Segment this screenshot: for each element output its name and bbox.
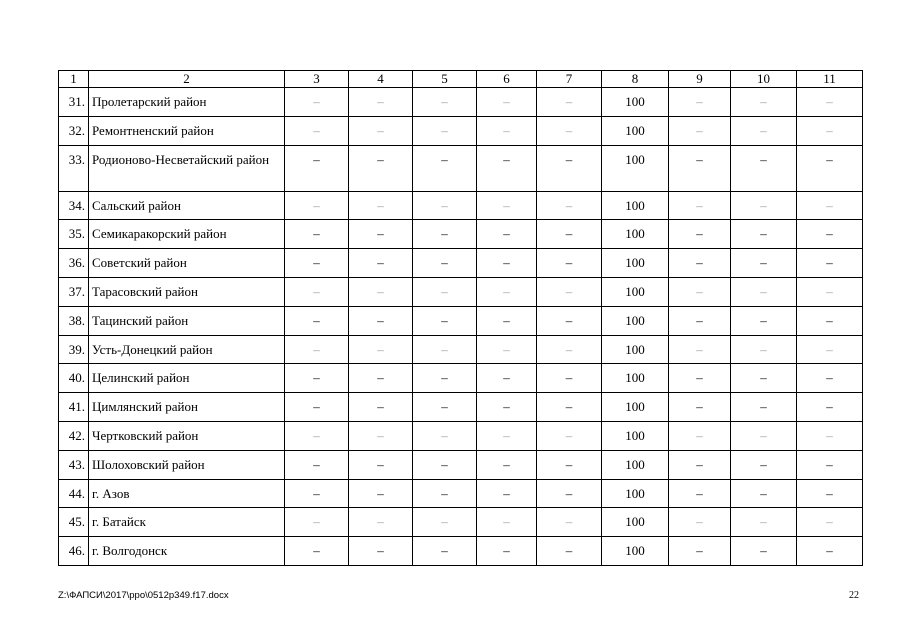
table-cell: – (537, 479, 602, 508)
table-cell: – (349, 364, 413, 393)
header-row (59, 71, 863, 88)
row-number: 44. (59, 479, 89, 508)
table-cell: – (477, 393, 537, 422)
district-name: Родионово-Несветайский район (89, 145, 285, 191)
table-cell: – (285, 450, 349, 479)
column-header: 5 (413, 71, 477, 88)
table-cell: – (669, 421, 731, 450)
table-cell: – (285, 537, 349, 566)
table-cell: – (797, 191, 863, 220)
table-cell: 100 (602, 479, 669, 508)
table-cell: 100 (602, 393, 669, 422)
table-cell: – (537, 220, 602, 249)
table-row (59, 364, 863, 393)
table-cell: – (797, 508, 863, 537)
table-cell: – (349, 421, 413, 450)
table-cell: – (413, 249, 477, 278)
table-cell: 100 (602, 450, 669, 479)
table-cell: – (413, 88, 477, 117)
table-cell: 100 (602, 421, 669, 450)
table-cell: – (477, 479, 537, 508)
table-cell: – (477, 450, 537, 479)
district-name: г. Волгодонск (89, 537, 285, 566)
table-cell: – (537, 537, 602, 566)
table-cell: – (731, 191, 797, 220)
table-cell: – (669, 450, 731, 479)
table-cell: – (669, 145, 731, 191)
district-name: Тацинский район (89, 306, 285, 335)
table-cell: – (285, 191, 349, 220)
row-number: 41. (59, 393, 89, 422)
table-cell: – (797, 421, 863, 450)
table-cell: – (349, 393, 413, 422)
table-row (59, 306, 863, 335)
table-cell: – (537, 364, 602, 393)
table-cell: 100 (602, 537, 669, 566)
table-row (59, 277, 863, 306)
table-cell: 100 (602, 220, 669, 249)
table-cell: – (731, 335, 797, 364)
table-cell: – (477, 220, 537, 249)
table-cell: – (731, 145, 797, 191)
column-header: 11 (797, 71, 863, 88)
table-cell: – (413, 145, 477, 191)
row-number: 31. (59, 88, 89, 117)
table-cell: – (669, 277, 731, 306)
table-cell: – (413, 537, 477, 566)
table-cell: – (731, 393, 797, 422)
table-cell: – (413, 306, 477, 335)
table-cell: – (349, 479, 413, 508)
row-number: 39. (59, 335, 89, 364)
table-cell: – (285, 249, 349, 278)
table-cell: – (797, 393, 863, 422)
row-number: 34. (59, 191, 89, 220)
row-number: 45. (59, 508, 89, 537)
table-cell: – (797, 335, 863, 364)
table-cell: – (349, 191, 413, 220)
district-name: Сальский район (89, 191, 285, 220)
table-cell: – (669, 335, 731, 364)
table-cell: – (477, 508, 537, 537)
table-cell: – (797, 537, 863, 566)
district-name: Советский район (89, 249, 285, 278)
table-cell: – (349, 88, 413, 117)
table-cell: – (413, 191, 477, 220)
table-cell: – (349, 249, 413, 278)
table-cell: – (537, 508, 602, 537)
table-cell: – (797, 220, 863, 249)
table-cell: – (477, 191, 537, 220)
table-cell: – (537, 450, 602, 479)
table-cell: – (349, 116, 413, 145)
table-row (59, 88, 863, 117)
table-cell: – (285, 364, 349, 393)
table-cell: – (797, 479, 863, 508)
table-cell: – (537, 191, 602, 220)
column-header: 1 (59, 71, 89, 88)
table-cell: 100 (602, 145, 669, 191)
table-cell: – (349, 335, 413, 364)
table-cell: – (669, 249, 731, 278)
table-cell: 100 (602, 116, 669, 145)
column-header: 4 (349, 71, 413, 88)
table-cell: – (413, 220, 477, 249)
district-name: Тарасовский район (89, 277, 285, 306)
column-header: 2 (89, 71, 285, 88)
table-cell: – (537, 88, 602, 117)
table-cell: – (731, 116, 797, 145)
table-cell: – (669, 88, 731, 117)
table-row (59, 479, 863, 508)
table-cell: – (797, 277, 863, 306)
table-cell: – (797, 116, 863, 145)
table-cell: – (537, 393, 602, 422)
table-cell: – (537, 306, 602, 335)
table-cell: – (731, 88, 797, 117)
table-cell: – (413, 277, 477, 306)
table-cell: 100 (602, 191, 669, 220)
table-cell: – (669, 116, 731, 145)
footer-file-path: Z:\ФАПСИ\2017\ppo\0512p349.f17.docx (58, 590, 229, 601)
table-cell: – (731, 249, 797, 278)
district-name: Семикаракорский район (89, 220, 285, 249)
district-name: Усть-Донецкий район (89, 335, 285, 364)
district-name: г. Азов (89, 479, 285, 508)
table-cell: – (797, 88, 863, 117)
row-number: 42. (59, 421, 89, 450)
table-cell: – (669, 306, 731, 335)
table-row (59, 335, 863, 364)
table-cell: 100 (602, 88, 669, 117)
table-cell: – (285, 220, 349, 249)
table-cell: – (537, 249, 602, 278)
table-cell: – (285, 306, 349, 335)
table-body (59, 88, 863, 566)
table-cell: – (797, 450, 863, 479)
table-cell: – (413, 116, 477, 145)
table-cell: – (537, 145, 602, 191)
table-cell: – (669, 537, 731, 566)
table-cell: 100 (602, 277, 669, 306)
table-cell: – (731, 277, 797, 306)
table-cell: – (797, 306, 863, 335)
district-name: Ремонтненский район (89, 116, 285, 145)
table-cell: – (413, 450, 477, 479)
table-cell: – (537, 421, 602, 450)
table-cell: – (349, 220, 413, 249)
table-cell: – (477, 116, 537, 145)
row-number: 33. (59, 145, 89, 191)
table-cell: – (477, 364, 537, 393)
table-cell: – (731, 479, 797, 508)
table-cell: – (537, 335, 602, 364)
table-cell: – (413, 335, 477, 364)
table-cell: – (285, 393, 349, 422)
table-cell: – (349, 277, 413, 306)
table-cell: – (731, 220, 797, 249)
table-cell: – (349, 508, 413, 537)
column-header: 10 (731, 71, 797, 88)
column-header: 3 (285, 71, 349, 88)
district-name: г. Батайск (89, 508, 285, 537)
table-cell: 100 (602, 508, 669, 537)
table-cell: – (669, 191, 731, 220)
table-cell: – (477, 421, 537, 450)
table-cell: – (731, 450, 797, 479)
table-cell: 100 (602, 335, 669, 364)
table-row (59, 145, 863, 191)
table-row (59, 220, 863, 249)
table-cell: – (797, 364, 863, 393)
table-cell: – (669, 479, 731, 508)
table-cell: – (731, 537, 797, 566)
table-cell: – (669, 364, 731, 393)
table-cell: 100 (602, 249, 669, 278)
table-cell: 100 (602, 306, 669, 335)
table-cell: – (537, 277, 602, 306)
table-cell: – (349, 537, 413, 566)
table-cell: – (285, 88, 349, 117)
table-cell: – (285, 335, 349, 364)
table-cell: – (731, 421, 797, 450)
district-name: Пролетарский район (89, 88, 285, 117)
table-row (59, 393, 863, 422)
table-cell: – (285, 421, 349, 450)
table-cell: – (285, 145, 349, 191)
table-cell: – (797, 145, 863, 191)
column-header: 6 (477, 71, 537, 88)
district-name: Цимлянский район (89, 393, 285, 422)
district-name: Шолоховский район (89, 450, 285, 479)
table-row (59, 116, 863, 145)
table-cell: – (285, 479, 349, 508)
table-cell: – (477, 277, 537, 306)
table-cell: – (477, 537, 537, 566)
table-cell: – (477, 335, 537, 364)
table-row (59, 450, 863, 479)
row-number: 38. (59, 306, 89, 335)
row-number: 40. (59, 364, 89, 393)
table-cell: – (285, 116, 349, 145)
table-cell: 100 (602, 364, 669, 393)
table-cell: – (285, 508, 349, 537)
table-cell: – (285, 277, 349, 306)
row-number: 43. (59, 450, 89, 479)
table-cell: – (477, 306, 537, 335)
column-header: 9 (669, 71, 731, 88)
row-number: 46. (59, 537, 89, 566)
table-cell: – (413, 421, 477, 450)
table-row (59, 421, 863, 450)
row-number: 36. (59, 249, 89, 278)
table-cell: – (477, 88, 537, 117)
table-cell: – (349, 306, 413, 335)
column-header: 8 (602, 71, 669, 88)
table-row (59, 537, 863, 566)
table-cell: – (731, 306, 797, 335)
table-cell: – (669, 393, 731, 422)
table-cell: – (731, 508, 797, 537)
table-cell: – (537, 116, 602, 145)
table-cell: – (669, 220, 731, 249)
table-cell: – (413, 508, 477, 537)
district-name: Целинский район (89, 364, 285, 393)
table-cell: – (413, 393, 477, 422)
table-cell: – (797, 249, 863, 278)
data-table (58, 70, 863, 566)
row-number: 32. (59, 116, 89, 145)
table-row (59, 508, 863, 537)
district-name: Чертковский район (89, 421, 285, 450)
column-header: 7 (537, 71, 602, 88)
table-cell: – (349, 450, 413, 479)
table-cell: – (413, 364, 477, 393)
table-cell: – (413, 479, 477, 508)
table-cell: – (731, 364, 797, 393)
table-cell: – (349, 145, 413, 191)
table-cell: – (477, 145, 537, 191)
row-number: 37. (59, 277, 89, 306)
table-cell: – (669, 508, 731, 537)
row-number: 35. (59, 220, 89, 249)
table-cell: – (477, 249, 537, 278)
table-row (59, 249, 863, 278)
page-number: 22 (849, 590, 859, 601)
table-row (59, 191, 863, 220)
